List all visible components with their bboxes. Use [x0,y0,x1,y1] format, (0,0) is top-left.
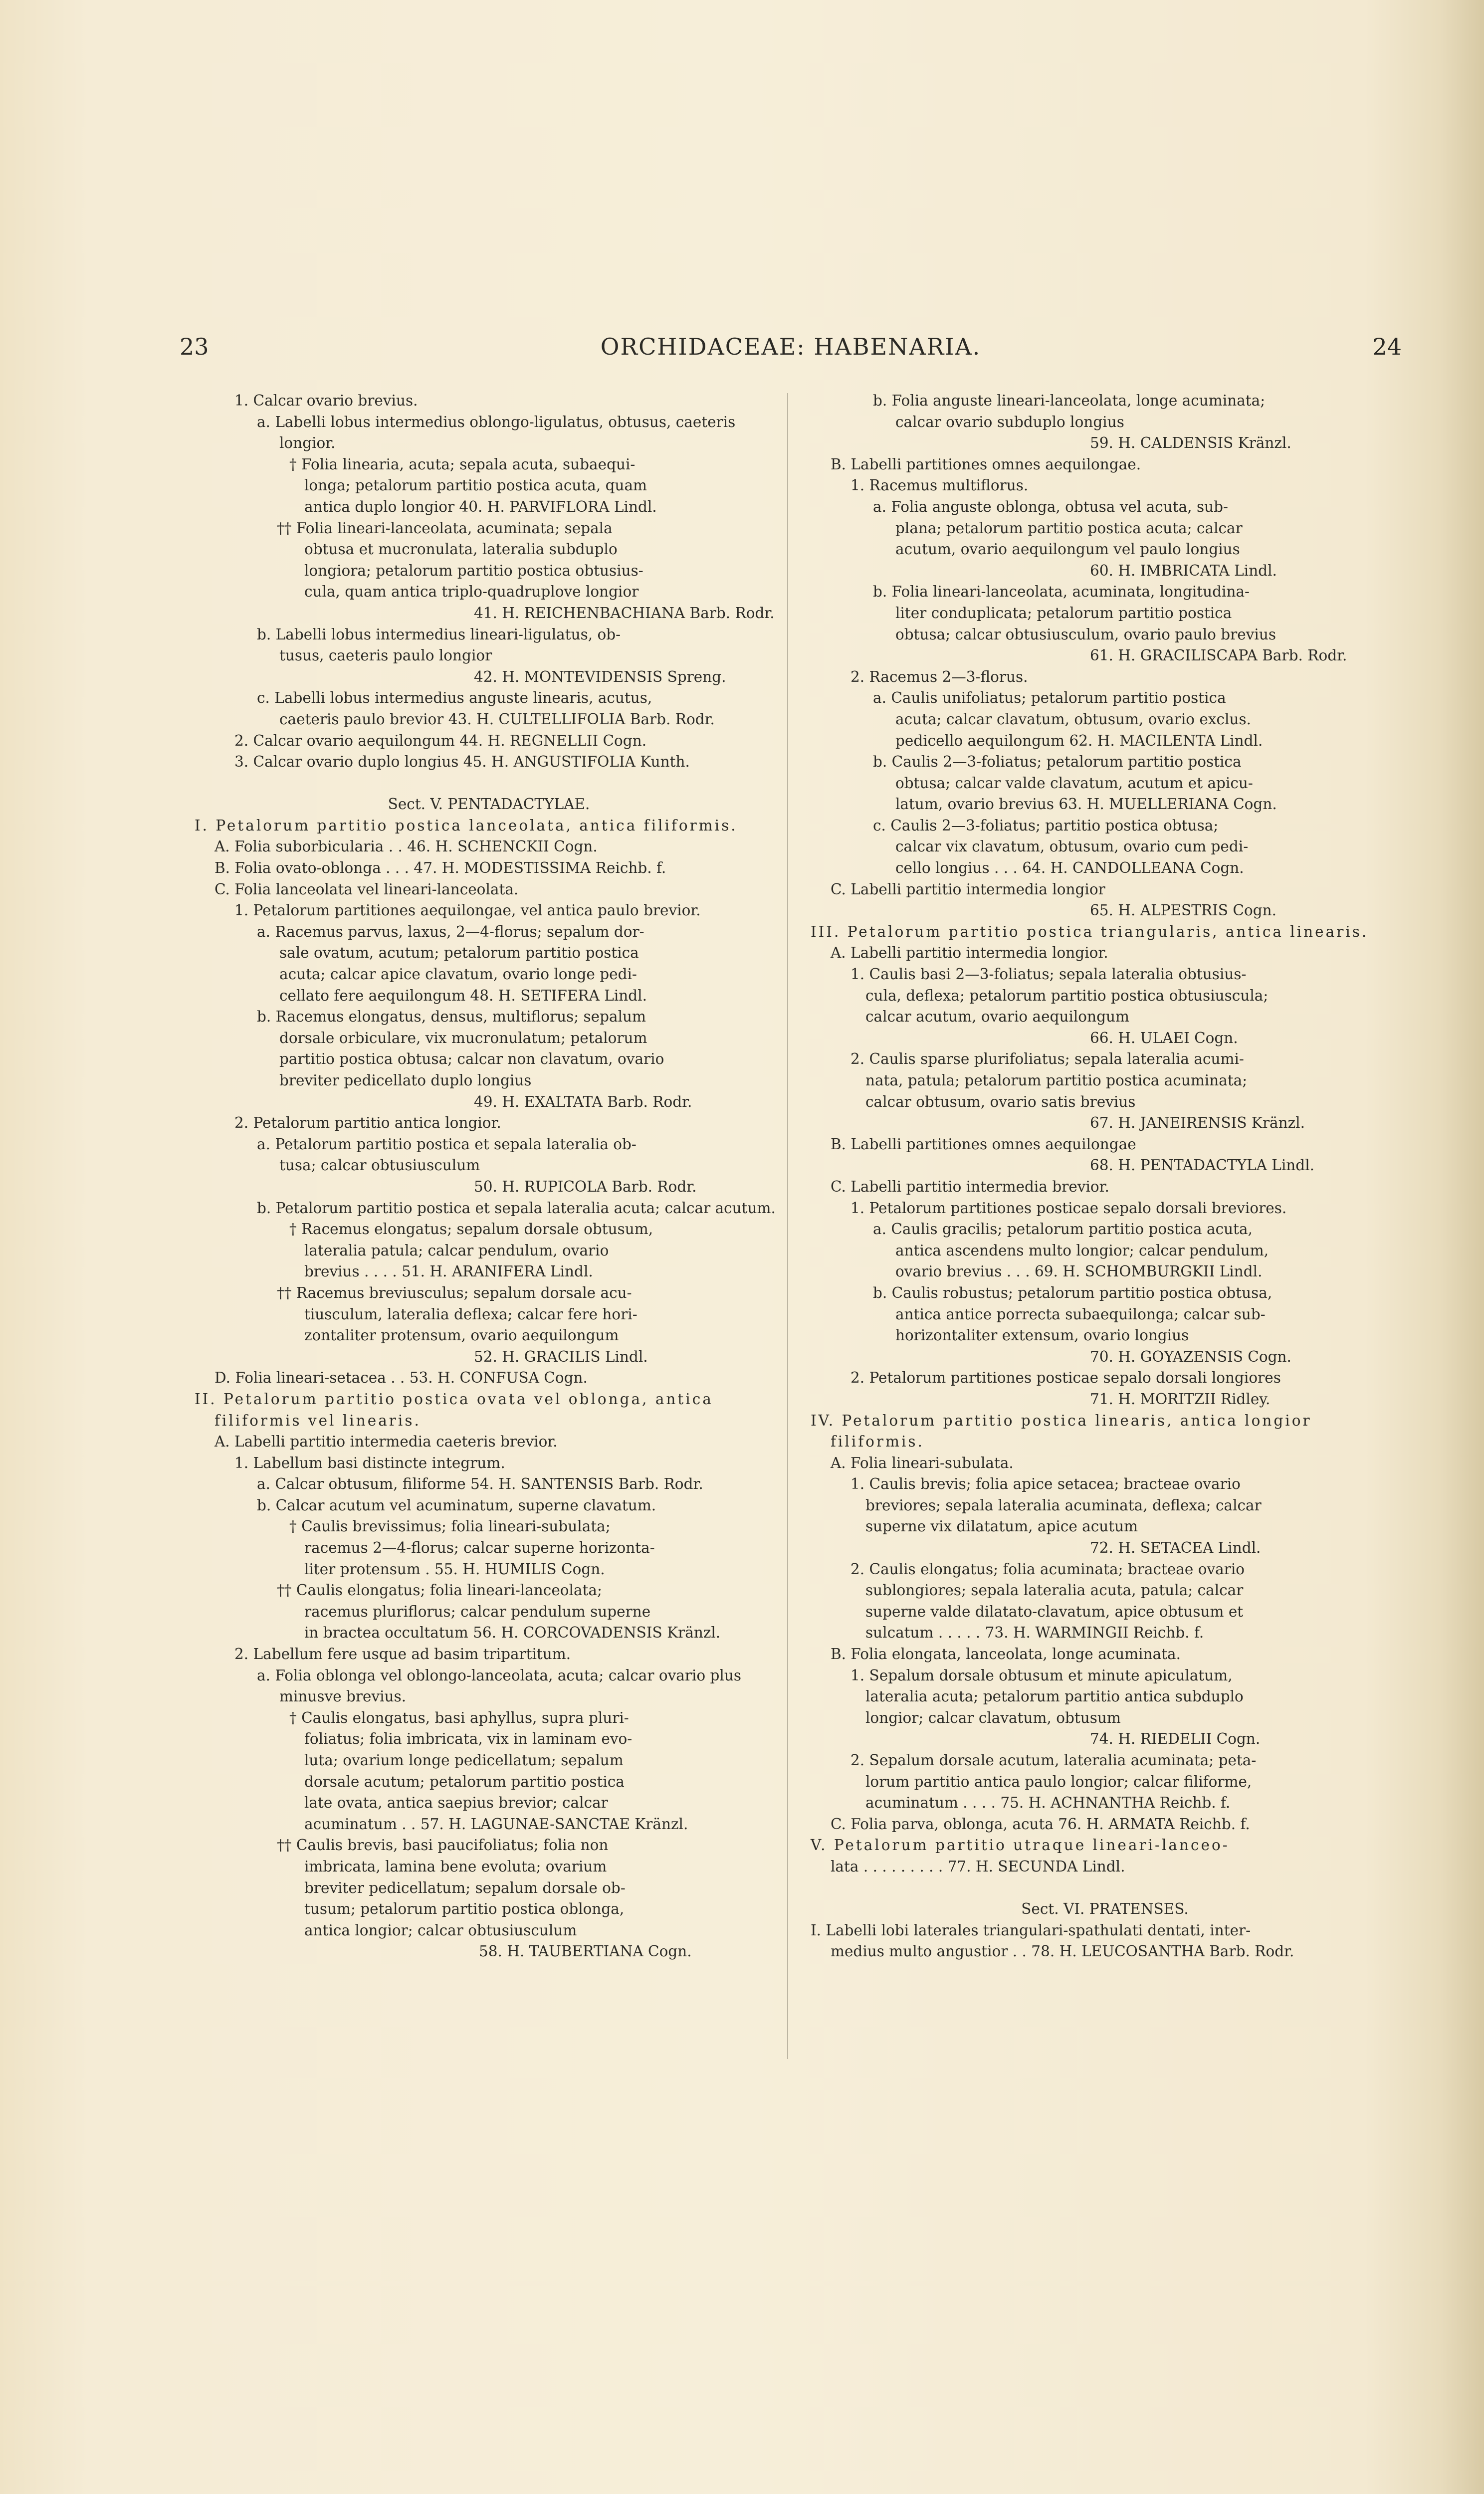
text-line: cula, quam antica triplo-quadruplove longior [304,583,639,601]
text-line: obtusa; calcar valde clavatum, acutum et apicu- [895,774,1253,792]
text-line: partitio postica obtusa; calcar non clavatum, ovario [279,1050,664,1068]
text-line: 2. Racemus 2—3-florus. [850,668,1028,685]
text-line: 3. Calcar ovario duplo longius 45. H. ANGUSTIFOLIA Kunth. [234,753,690,771]
text-line: tusus, caeteris paulo longior [279,647,492,664]
text-line: acutum, ovario aequilongum vel paulo longius [895,541,1240,558]
text-line: tiusculum, lateralia deflexa; calcar fere hori- [304,1305,637,1323]
text-line: 2. Caulis elongatus; folia acuminata; bracteae ovario [850,1560,1245,1578]
text-line: a. Petalorum partitio postica et sepala lateralia ob- [257,1135,636,1153]
text-line: a. Labelli lobus intermedius oblongo-ligulatus, obtusus, caeteris [257,413,736,430]
text-line: b. Folia lineari-lanceolata, acuminata, longitudina- [873,583,1250,601]
page-number-right: 24 [1372,333,1402,360]
text-line: zontaliter protensum, ovario aequilongum [304,1327,619,1344]
text-line: breviores; sepala lateralia acuminata, deflexa; calcar [865,1496,1262,1514]
text-line: antica duplo longior 40. H. PARVIFLORA Lindl. [304,498,657,515]
text-line: † Folia linearia, acuta; sepala acuta, subaequi- [289,455,636,473]
text-line: †† Folia lineari-lanceolata, acuminata; sepala [277,519,613,537]
text-line: calcar acutum, ovario aequilongum [865,1008,1129,1026]
text-line: antica antice porrecta subaequilonga; calcar sub- [895,1305,1266,1323]
text-line: † Caulis brevissimus; folia lineari-subulata; [289,1518,611,1535]
left-column [195,390,783,1962]
text-line [195,773,783,794]
text-line: a. Racemus parvus, laxus, 2—4-florus; sepalum dor- [257,923,644,940]
text-line: breviter pedicellatum; sepalum dorsale ob- [304,1879,626,1896]
text-line: †† Caulis elongatus; folia lineari-lanceolata; [277,1582,602,1599]
text-line: foliatus; folia imbricata, vix in laminam evo- [304,1730,633,1748]
text-line: antica longior; calcar obtusiusculum [304,1921,577,1939]
text-line: B. Labelli partitiones omnes aequilongae. [831,455,1141,473]
text-line: 1. Petalorum partitiones aequilongae, vel antica paulo brevior. [234,902,701,919]
text-line: 71. H. MORITZII Ridley. [1090,1390,1271,1408]
running-title: ORCHIDACEAE: HABENARIA. [600,333,981,360]
text-line: B. Folia elongata, lanceolata, longe acuminata. [831,1646,1181,1663]
text-line: racemus 2—4-florus; calcar superne horizonta- [304,1539,655,1557]
text-line: 1. Calcar ovario brevius. [234,392,418,409]
text-line: dorsale acutum; petalorum partitio postica [304,1773,625,1790]
text-line: b. Labelli lobus intermedius lineari-ligulatus, ob- [257,625,621,643]
text-line: 2. Sepalum dorsale acutum, lateralia acuminata; peta- [850,1752,1257,1769]
text-line: 2. Labellum fere usque ad basim tripartitum. [234,1646,571,1663]
text-line: filiformis. [831,1433,924,1451]
text-line: latum, ovario brevius 63. H. MUELLERIANA Cogn. [895,796,1277,813]
text-line: medius multo angustior . . 78. H. LEUCOSANTHA Barb. Rodr. [831,1943,1294,1960]
text-line: superne valde dilatato-clavatum, apice obtusum et [865,1603,1244,1620]
text-line: cello longius . . . 64. H. CANDOLLEANA Cogn. [895,859,1244,877]
text-line: 60. H. IMBRICATA Lindl. [1090,562,1277,579]
column-divider [787,393,788,2059]
text-line: a. Caulis gracilis; petalorum partitio postica acuta, [873,1221,1253,1238]
text-line: V. Petalorum partitio utraque lineari-lanceo- [811,1837,1230,1854]
text-line [811,1877,1399,1899]
right-column [811,390,1399,1962]
text-line: brevius . . . . 51. H. ARANIFERA Lindl. [304,1263,593,1280]
text-line: C. Folia parva, oblonga, acuta 76. H. ARMATA Reichb. f. [831,1815,1250,1833]
text-line: 61. H. GRACILISCAPA Barb. Rodr. [1090,647,1347,664]
text-line: acuta; calcar apice clavatum, ovario longe pedi- [279,966,637,983]
text-line: 1. Caulis basi 2—3-foliatus; sepala lateralia obtusius- [850,966,1247,983]
text-line: 42. H. MONTEVIDENSIS Spreng. [474,668,726,685]
text-line: longa; petalorum partitio postica acuta, quam [304,477,647,494]
text-line: longior; calcar clavatum, obtusum [865,1709,1121,1726]
text-line: caeteris paulo brevior 43. H. CULTELLIFOLIA Barb. Rodr. [279,710,715,728]
section-heading: Sect. VI. PRATENSES. [1021,1900,1189,1918]
text-line: b. Folia anguste lineari-lanceolata, longe acuminata; [873,392,1266,409]
text-line: sulcatum . . . . . 73. H. WARMINGII Reichb. f. [865,1624,1204,1642]
text-line: 66. H. ULAEI Cogn. [1090,1029,1238,1046]
text-line: b. Caulis robustus; petalorum partitio postica obtusa, [873,1284,1272,1301]
text-line: † Caulis elongatus, basi aphyllus, supra pluri- [289,1709,629,1726]
text-line: 2. Petalorum partitiones posticae sepalo dorsali longiores [850,1369,1281,1387]
text-line: b. Racemus elongatus, densus, multiflorus; sepalum [257,1008,646,1026]
text-line: † Racemus elongatus; sepalum dorsale obtusum, [289,1221,653,1238]
text-line: c. Caulis 2—3-foliatus; partitio postica obtusa; [873,817,1219,834]
text-line: lateralia acuta; petalorum partitio antica subduplo [865,1688,1244,1705]
text-line: luta; ovarium longe pedicellatum; sepalum [304,1752,624,1769]
text-line: late ovata, antica saepius brevior; calcar [304,1794,608,1812]
text-line: longior. [279,434,336,452]
text-line: 52. H. GRACILIS Lindl. [474,1348,648,1365]
text-line: 1. Racemus multiflorus. [850,477,1029,494]
text-line: A. Folia suborbicularia . . 46. H. SCHENCKII Cogn. [214,838,598,855]
text-line: pedicello aequilongum 62. H. MACILENTA Lindl. [895,732,1263,749]
text-line: B. Folia ovato-oblonga . . . 47. H. MODESTISSIMA Reichb. f. [214,859,666,877]
text-line: 1. Petalorum partitiones posticae sepalo dorsali breviores. [850,1199,1287,1217]
text-line: plana; petalorum partitio postica acuta; calcar [895,519,1243,537]
text-line: c. Labelli lobus intermedius anguste linearis, acutus, [257,689,652,707]
text-line: 1. Sepalum dorsale obtusum et minute apiculatum, [850,1666,1233,1684]
text-line: lateralia patula; calcar pendulum, ovario [304,1242,609,1259]
text-line: superne vix dilatatum, apice acutum [865,1518,1138,1535]
text-line: 74. H. RIEDELII Cogn. [1090,1730,1261,1748]
text-line: C. Folia lanceolata vel lineari-lanceolata. [214,880,519,898]
text-line: II. Petalorum partitio postica ovata vel oblonga, antica [195,1390,713,1408]
text-line: sale ovatum, acutum; petalorum partitio postica [279,944,639,962]
text-line: I. Petalorum partitio postica lanceolata, antica filiformis. [195,817,738,834]
text-line: lata . . . . . . . . . 77. H. SECUNDA Lindl. [831,1858,1125,1875]
text-line: ovario brevius . . . 69. H. SCHOMBURGKII Lindl. [895,1263,1263,1280]
text-line: obtusa et mucronulata, lateralia subduplo [304,541,618,558]
text-line: b. Calcar acutum vel acuminatum, superne clavatum. [257,1496,656,1514]
text-line: liter conduplicata; petalorum partitio postica [895,604,1232,622]
text-line: III. Petalorum partitio postica triangularis, antica linearis. [811,923,1369,940]
text-line: filiformis vel linearis. [214,1412,421,1429]
text-line: antica ascendens multo longior; calcar pendulum, [895,1242,1269,1259]
text-line: acuminatum . . 57. H. LAGUNAE-SANCTAE Kränzl. [304,1815,688,1833]
text-line: calcar obtusum, ovario satis brevius [865,1093,1136,1110]
text-line: B. Labelli partitiones omnes aequilongae [831,1135,1136,1153]
text-line: cula, deflexa; petalorum partitio postica obtusiuscula; [865,987,1269,1004]
section-heading: Sect. V. PENTADACTYLAE. [388,796,590,813]
text-line: 65. H. ALPESTRIS Cogn. [1090,902,1276,919]
text-line: b. Caulis 2—3-foliatus; petalorum partitio postica [873,753,1242,771]
text-line: C. Labelli partitio intermedia longior [831,880,1105,898]
text-line: horizontaliter extensum, ovario longius [895,1327,1189,1344]
text-line: longiora; petalorum partitio postica obtusius- [304,562,643,579]
text-line: A. Labelli partitio intermedia caeteris brevior. [214,1433,558,1451]
text-line: racemus pluriflorus; calcar pendulum superne [304,1603,651,1620]
text-line: †† Caulis brevis, basi paucifoliatus; folia non [277,1837,609,1854]
text-line: 1. Labellum basi distincte integrum. [234,1454,505,1471]
text-line: 50. H. RUPICOLA Barb. Rodr. [474,1178,697,1195]
text-line: breviter pedicellato duplo longius [279,1072,532,1089]
text-line: 2. Calcar ovario aequilongum 44. H. REGNELLII Cogn. [234,732,647,749]
text-line: imbricata, lamina bene evoluta; ovarium [304,1858,607,1875]
text-line: sublongiores; sepala lateralia acuta, patula; calcar [865,1582,1244,1599]
text-line: 41. H. REICHENBACHIANA Barb. Rodr. [474,604,775,622]
page-header [180,333,1402,373]
text-line: cellato fere aequilongum 48. H. SETIFERA Lindl. [279,987,647,1004]
text-line: b. Petalorum partitio postica et sepala lateralia acuta; calcar acutum. [257,1199,776,1217]
text-line: 58. H. TAUBERTIANA Cogn. [479,1943,692,1960]
text-line: a. Folia oblonga vel oblongo-lanceolata, acuta; calcar ovario plus [257,1666,741,1684]
text-line: obtusa; calcar obtusiusculum, ovario paulo brevius [895,625,1276,643]
text-line: 49. H. EXALTATA Barb. Rodr. [474,1093,692,1110]
text-line: calcar vix clavatum, obtusum, ovario cum pedi- [895,838,1249,855]
text-line: 70. H. GOYAZENSIS Cogn. [1090,1348,1291,1365]
text-line: 67. H. JANEIRENSIS Kränzl. [1090,1114,1305,1132]
text-line: 59. H. CALDENSIS Kränzl. [1090,434,1291,452]
text-line: minusve brevius. [279,1688,407,1705]
text-line: a. Caulis unifoliatus; petalorum partitio postica [873,689,1226,707]
text-line: calcar ovario subduplo longius [895,413,1124,430]
text-line: D. Folia lineari-setacea . . 53. H. CONFUSA Cogn. [214,1369,588,1387]
text-line: 1. Caulis brevis; folia apice setacea; bracteae ovario [850,1475,1241,1493]
text-line: 2. Petalorum partitio antica longior. [234,1114,501,1132]
text-line: A. Labelli partitio intermedia longior. [831,944,1108,962]
text-line: †† Racemus breviusculus; sepalum dorsale acu- [277,1284,632,1301]
text-line: A. Folia lineari-subulata. [831,1454,1014,1471]
text-line: in bractea occultatum 56. H. CORCOVADENSIS Kränzl. [304,1624,721,1642]
text-line: C. Labelli partitio intermedia brevior. [831,1178,1109,1195]
text-line: liter protensum . 55. H. HUMILIS Cogn. [304,1560,605,1578]
page-number-left: 23 [180,333,209,360]
text-line: IV. Petalorum partitio postica linearis, antica longior [811,1412,1312,1429]
text-line: tusum; petalorum partitio postica oblonga, [304,1900,625,1918]
text-line: 68. H. PENTADACTYLA Lindl. [1090,1157,1315,1174]
text-line: a. Folia anguste oblonga, obtusa vel acuta, sub- [873,498,1228,515]
text-line: a. Calcar obtusum, filiforme 54. H. SANTENSIS Barb. Rodr. [257,1475,703,1493]
text-line: 72. H. SETACEA Lindl. [1090,1539,1261,1557]
text-line: nata, patula; petalorum partitio postica acuminata; [865,1072,1248,1089]
text-line: tusa; calcar obtusiusculum [279,1157,480,1174]
text-line: acuta; calcar clavatum, obtusum, ovario exclus. [895,710,1251,728]
text-line: acuminatum . . . . 75. H. ACHNANTHA Reichb. f. [865,1794,1231,1812]
text-line: I. Labelli lobi laterales triangulari-spathulati dentati, inter- [811,1921,1251,1939]
text-line: lorum partitio antica paulo longior; calcar filiforme, [865,1773,1252,1790]
text-line: dorsale orbiculare, vix mucronulatum; petalorum [279,1029,647,1046]
text-line: 2. Caulis sparse plurifoliatus; sepala lateralia acumi- [850,1050,1244,1068]
